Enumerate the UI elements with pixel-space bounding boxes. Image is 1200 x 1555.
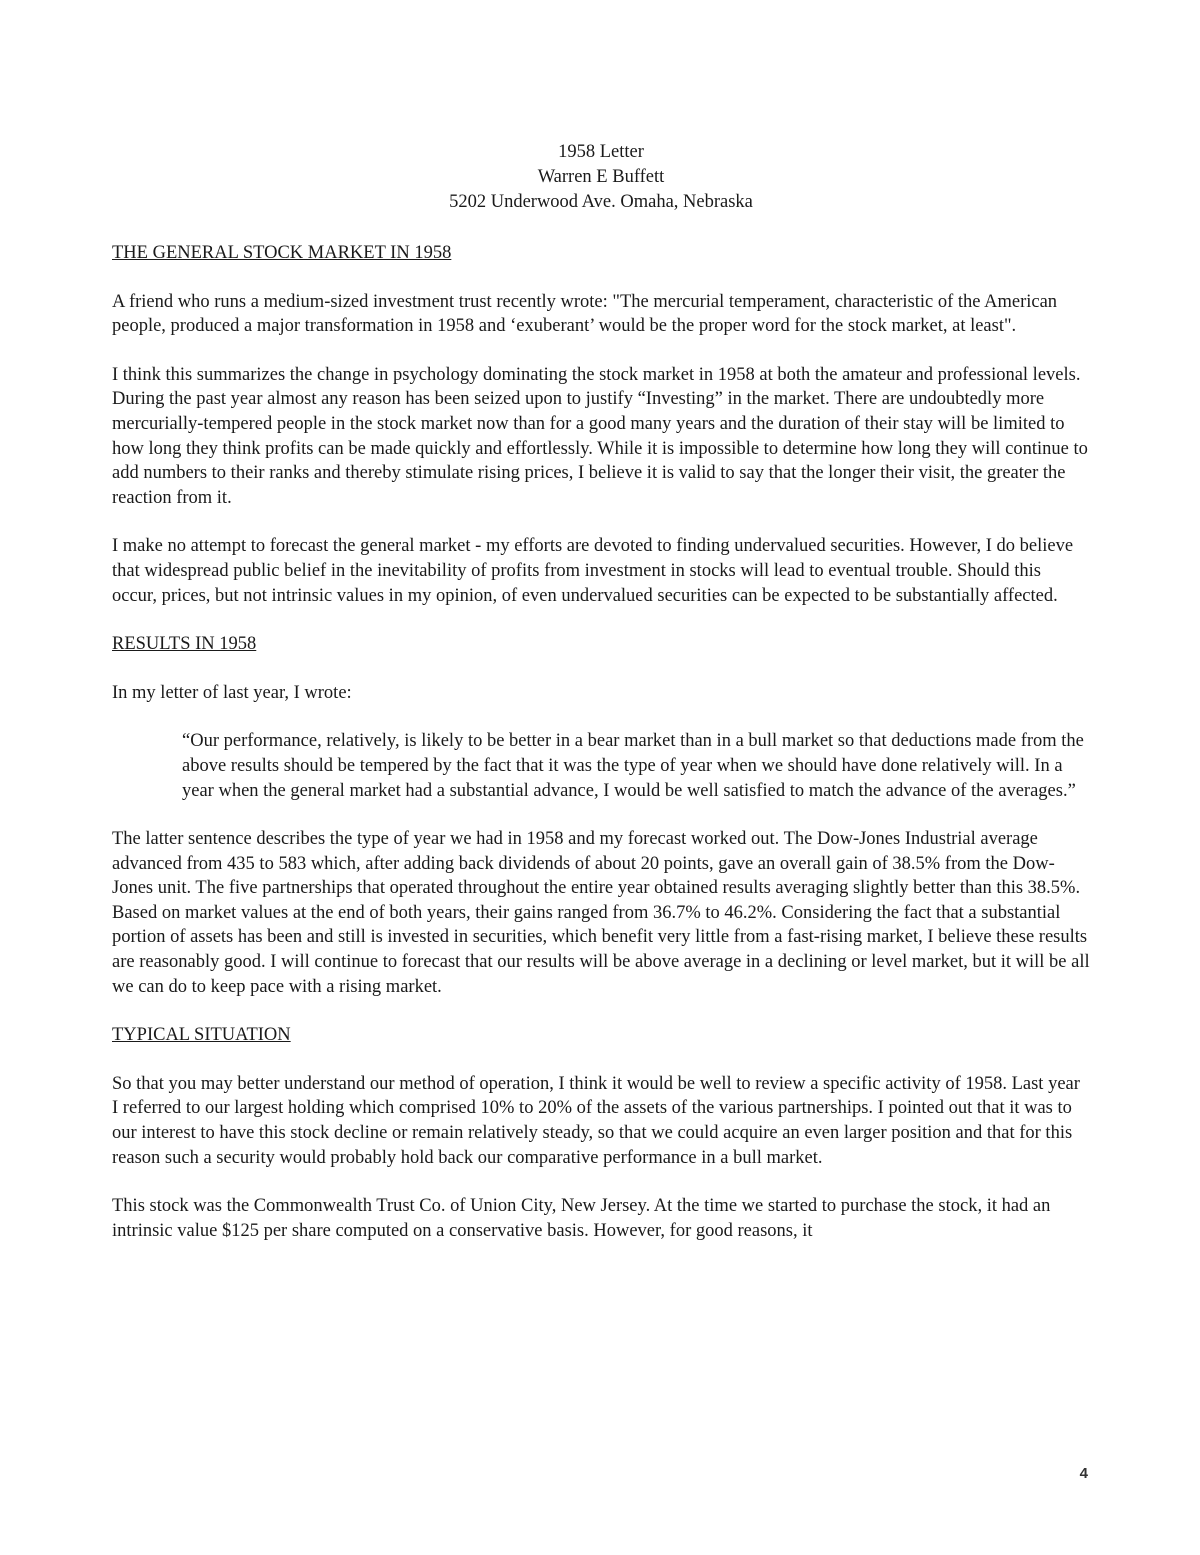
paragraph: A friend who runs a medium-sized investment trust recently wrote: "The mercurial temperament, characteristic of the American people, produced a major transformation in 1958 and ‘exuberant’ would be the proper word for the stock market, at least".: [112, 291, 1058, 337]
paragraph: I make no attempt to forecast the general market - my efforts are devoted to finding undervalued securities. However, I do believe that widespread public belief in the inevitability of profits from investment in stocks will lead to eventual trouble. Should this occur, prices, but not intrinsic values in my opinion, of even undervalued securities can be expected to be substantially affected.: [112, 536, 1074, 606]
paragraph: I think this summarizes the change in psychology dominating the stock market in 1958 at both the amateur and professional levels. During the past year almost any reason has been seized upon to justify “Investing” in the market. There are undoubtedly more mercurially-tempered people in the stock market now than for a good many years and the duration of their stay will be limited to how long they think profits can be made quickly and effortlessly. While it is impossible to determine how long they will continue to add numbers to their ranks and thereby stimulate rising prices, I believe it is valid to say that the longer their visit, the greater the reaction from it.: [112, 364, 1088, 508]
letter-address: 5202 Underwood Ave. Omaha, Nebraska: [449, 192, 753, 212]
letter-header: [112, 140, 1090, 215]
paragraph: This stock was the Commonwealth Trust Co. of Union City, New Jersey. At the time we started to purchase the stock, it had an intrinsic value $125 per share computed on a conservative basis. However, for good reasons, it: [112, 1196, 1051, 1241]
paragraph: In my letter of last year, I wrote:: [112, 682, 352, 703]
section-title-general-market: THE GENERAL STOCK MARKET IN 1958: [112, 243, 452, 263]
section-title-typical-situation: TYPICAL SITUATION: [112, 1025, 291, 1046]
section-title-results: RESULTS IN 1958: [112, 634, 257, 655]
letter-title: 1958 Letter: [558, 142, 644, 162]
letter-page: [112, 140, 1090, 1267]
paragraph: The latter sentence describes the type of year we had in 1958 and my forecast worked out. The Dow-Jones Industrial average advanced from 435 to 583 which, after adding back dividends of about 20 points, gave an overall gain of 38.5% from the Dow-Jones unit. The five partnerships that operated throughout the entire year obtained results averaging slightly better than this 38.5%. Based on market values at the end of both years, their gains ranged from 36.7% to 46.2%. Considering the fact that a substantial portion of assets has been and still is invested in securities, which benefit very little from a fast-rising market, I believe these results are reasonably good. I will continue to forecast that our results will be above average in a declining or level market, but it will be all we can do to keep pace with a rising market.: [112, 829, 1090, 997]
paragraph: So that you may better understand our method of operation, I think it would be well to review a specific activity of 1958. Last year I referred to our largest holding which comprised 10% to 20% of the assets of the various partnerships. I pointed out that it was to our interest to have this stock decline or remain relatively steady, so that we could acquire an even larger position and that for this reason such a security would probably hold back our comparative performance in a bull market.: [112, 1073, 1080, 1168]
letter-author: Warren E Buffett: [537, 167, 665, 187]
block-quote: “Our performance, relatively, is likely to be better in a bear market than in a bull market so that deductions made from the above results should be tempered by the fact that it was the type of year when we should have done relatively will. In a year when the general market had a substantial advance, I would be well satisfied to match the advance of the averages.”: [182, 731, 1084, 801]
page-number: 4: [1079, 1465, 1088, 1482]
